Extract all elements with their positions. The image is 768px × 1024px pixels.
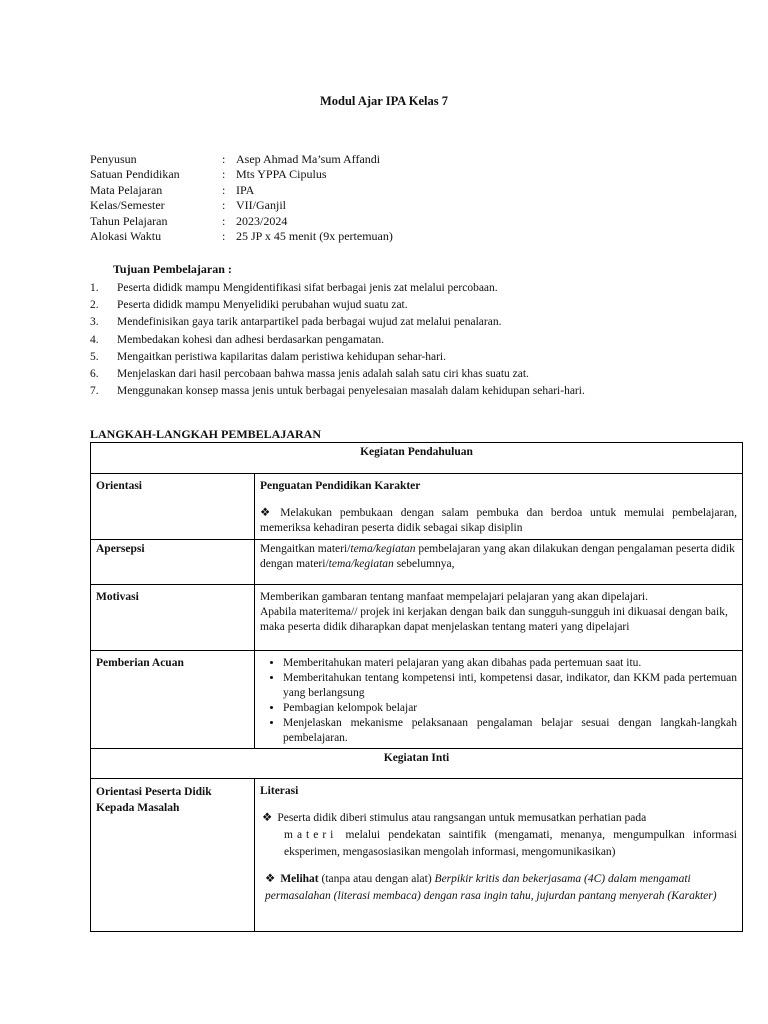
diamond-bullet-icon: ❖: [262, 812, 273, 824]
item-text: Mengaitkan peristiwa kapilaritas dalam peristiwa kehidupan sehar-hari.: [117, 350, 447, 363]
row-content: [255, 585, 743, 651]
langkah-heading: LANGKAH-LANGKAH PEMBELAJARAN: [90, 427, 322, 441]
info-colon: :: [222, 167, 226, 182]
apersepsi-italic: tema/kegiatan: [350, 543, 416, 555]
page-title: Modul Ajar IPA Kelas 7: [319, 94, 448, 108]
info-colon: :: [222, 182, 226, 197]
row-heading: Literasi: [260, 785, 299, 797]
item-text: Peserta dididk mampu Mengidentifikasi sifat berbagai jenis zat melalui percobaan.: [117, 282, 498, 294]
row-label: Pemberian Acuan: [91, 651, 255, 749]
list-item: • Memberitahukan tentang kompetensi inti, kompetensi dasar, indikator, dan KKM pada pertemuan yang berlangsung: [283, 671, 737, 701]
row-label: Orientasi: [91, 474, 255, 540]
row-label: Orientasi Peserta Didik Kepada Masalah: [91, 779, 255, 932]
list-item: [90, 280, 750, 297]
info-colon: :: [222, 213, 226, 228]
info-row: [90, 229, 393, 244]
list-item: [90, 332, 750, 349]
table-row: [91, 540, 743, 585]
list-item: • Memberitahukan materi pelajaran yang akan dibahas pada pertemuan saat itu.: [283, 656, 737, 671]
info-value: IPA: [236, 182, 255, 197]
melihat-bold: Melihat: [280, 873, 319, 885]
section-pendahuluan: Kegiatan Pendahuluan: [91, 443, 743, 474]
item-text: Menggunakan konsep massa jenis untuk berbagai penyelesaian masalah dalam kehidupan sehari-hari.: [117, 385, 585, 398]
row-heading: Penguatan Pendidikan Karakter: [260, 480, 421, 492]
info-block: [90, 152, 393, 244]
info-label: Kelas/Semester: [90, 198, 165, 213]
list-item: [90, 297, 750, 314]
row-content: [255, 474, 743, 540]
acuan-list: [260, 656, 737, 746]
list-item: • Pembagian kelompok belajar: [283, 701, 737, 716]
row-content: [255, 779, 743, 932]
info-label: Mata Pelajaran: [90, 182, 163, 197]
list-item: [90, 366, 750, 383]
info-label: Tahun Pelajaran: [90, 213, 168, 228]
info-value: Asep Ahmad Ma’sum Affandi: [236, 152, 381, 166]
orientasi-text: Melakukan pembukaan dengan salam pembuka dan berdoa untuk memulai pembelajaran, memeriksa kehadiran peserta didik sebagai sikap disiplin: [260, 507, 737, 534]
info-colon: :: [222, 229, 226, 244]
item-number: 7.: [90, 385, 99, 398]
literasi-para: [260, 810, 737, 861]
row-content: [255, 651, 743, 749]
row-text: [260, 506, 737, 536]
list-item: • Menjelaskan mekanisme pelaksanaan pengalaman belajar sesuai dengan langkah-langkah pembelajaran.: [283, 716, 737, 746]
item-text: Mendefinisikan gaya tarik antarpartikel pada berbagai wujud zat melalui penalaran.: [117, 316, 502, 329]
item-number: 2.: [90, 299, 99, 312]
table-row: [91, 474, 743, 540]
item-text: Membedakan kohesi dan adhesi berdasarkan pengamatan.: [117, 333, 384, 346]
list-item: [90, 349, 750, 366]
info-label: Penyusun: [90, 152, 137, 166]
list-item: [90, 383, 750, 400]
item-number: 3.: [90, 316, 99, 329]
item-number: 1.: [90, 282, 99, 294]
langkah-table: [90, 442, 743, 932]
row-label: Apersepsi: [91, 540, 255, 585]
literasi-text: Peserta didik diberi stimulus atau rangsangan untuk memusatkan perhatian pada: [277, 812, 647, 824]
row-label: Motivasi: [91, 585, 255, 651]
info-label: Alokasi Waktu: [90, 229, 162, 244]
info-row: [90, 152, 393, 167]
literasi-indent: [262, 827, 737, 861]
info-row: [90, 167, 393, 182]
literasi-text: melalui pendekatan saintifik (mengamati, menanya, mengumpulkan informasi eksperimen, mengasosiasikan mengolah informasi, mengomunikasikan): [284, 829, 737, 858]
tujuan-heading: Tujuan Pembelajaran :: [113, 262, 232, 276]
info-value: 2023/2024: [236, 213, 288, 228]
item-number: 4.: [90, 333, 99, 346]
item-number: 6.: [90, 368, 99, 381]
item-text: Menjelaskan dari hasil percobaan bahwa massa jenis adalah salah satu ciri khas suatu zat.: [117, 368, 529, 381]
row-content: [255, 540, 743, 585]
apersepsi-text: sebelumnya,: [393, 558, 455, 570]
info-colon: :: [222, 198, 226, 213]
table-row: [91, 651, 743, 749]
item-number: 5.: [90, 350, 99, 363]
melihat-italic: Berpikir kritis dan bekerjasama (4C) dalam mengamati permasalahan (literasi membaca) dengan rasa ingin tahu, jujurdan pantang menyerah (Karakter): [265, 873, 717, 902]
table-row: [91, 779, 743, 932]
diamond-bullet-icon: ❖: [265, 873, 276, 885]
table-row: [91, 443, 743, 474]
tujuan-list: [90, 280, 750, 400]
info-row: [90, 198, 393, 213]
info-row: [90, 214, 393, 229]
info-value: VII/Ganjil: [236, 198, 286, 213]
apersepsi-text: Mengaitkan materi/: [260, 543, 351, 555]
section-inti: Kegiatan Inti: [91, 749, 743, 779]
list-item: [90, 314, 750, 331]
item-text: Peserta dididk mampu Menyelidiki perubahan wujud suatu zat.: [117, 299, 408, 312]
diamond-bullet-icon: ❖: [260, 507, 276, 519]
table-row: [91, 749, 743, 779]
melihat-text: (tanpa atau dengan alat): [318, 873, 435, 885]
apersepsi-text: pembelajaran yang akan dilakukan dengan pengalaman peserta didik dengan materi/: [260, 543, 735, 570]
apersepsi-italic: tema/kegiatan: [328, 558, 394, 570]
info-value: 25 JP x 45 menit (9x pertemuan): [236, 229, 393, 244]
melihat-para: [260, 871, 737, 905]
info-row: [90, 183, 393, 198]
info-colon: :: [222, 152, 226, 166]
table-row: [91, 585, 743, 651]
motivasi-line: Memberikan gambaran tentang manfaat mempelajari pelajaran yang akan dipelajari.: [260, 591, 648, 603]
motivasi-line: Apabila materitema// projek ini kerjakan dengan baik dan sungguh-sungguh ini dikuasai dengan baik, maka peserta didik diharapkan dapat menjelaskan tentang materi yang dipelajari: [260, 606, 728, 633]
literasi-spaced: materi: [284, 829, 338, 841]
info-value: Mts YPPA Cipulus: [236, 167, 327, 182]
info-label: Satuan Pendidikan: [90, 167, 180, 182]
